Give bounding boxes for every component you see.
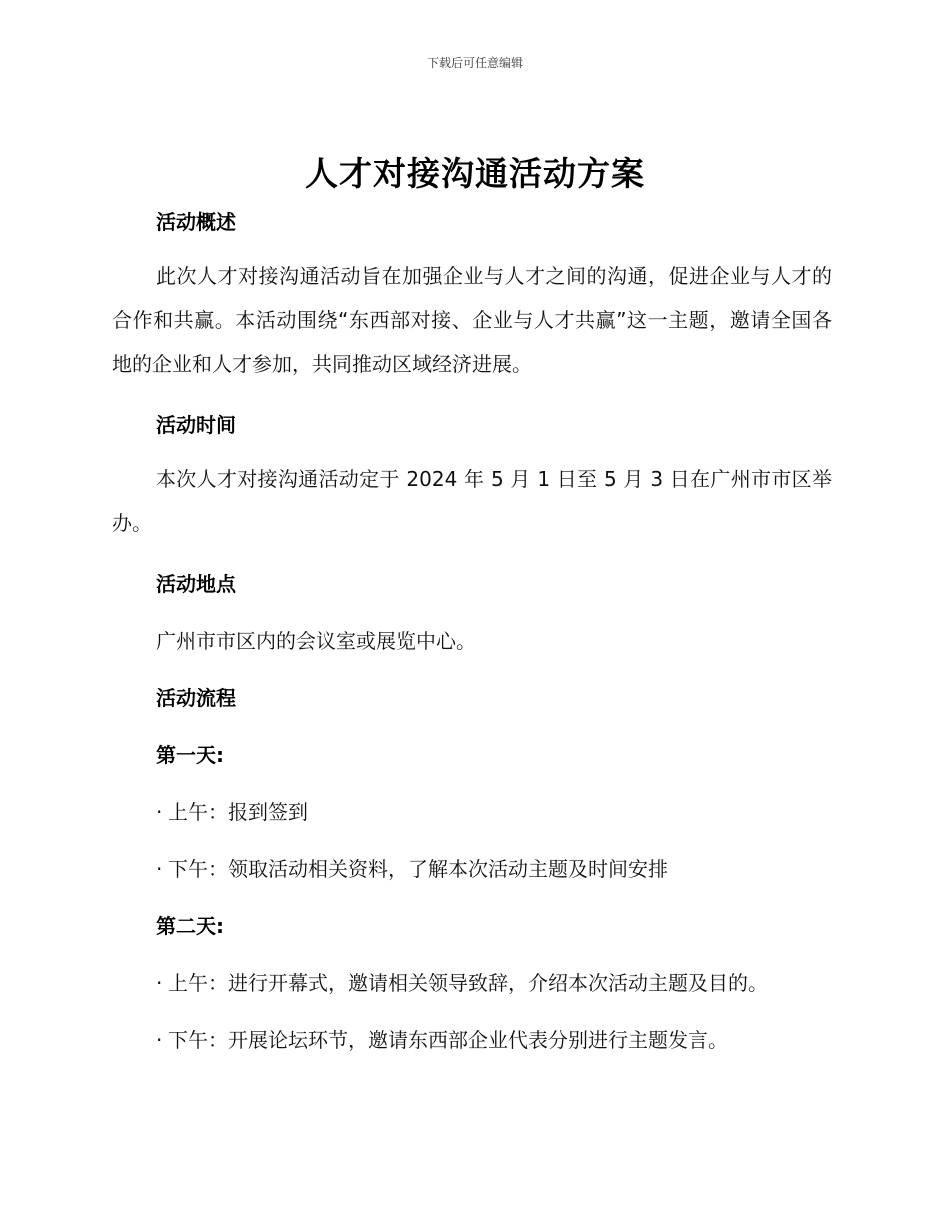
- day1-label: 第一天:: [156, 743, 224, 767]
- list-item: [112, 1022, 832, 1058]
- bullet-icon: ·: [156, 1028, 163, 1052]
- bullet-icon: ·: [156, 800, 163, 824]
- day2-label: 第二天:: [156, 914, 224, 938]
- list-item: [112, 794, 832, 830]
- list-item-text: 下午：开展论坛环节，邀请东西部企业代表分别进行主题发言。: [168, 1028, 728, 1052]
- document-body: [112, 204, 832, 1058]
- overview-paragraph: 此次人才对接沟通活动旨在加强企业与人才之间的沟通，促进企业与人才的合作和共赢。本活动围绕“东西部对接、企业与人才共赢”这一主题，邀请全国各地的企业和人才参加，共同推动区域经济进展。: [112, 264, 832, 376]
- location-text: 广州市市区内的会议室或展览中心。: [156, 629, 476, 653]
- bullet-icon: ·: [156, 857, 163, 881]
- list-item-text: 下午：领取活动相关资料，了解本次活动主题及时间安排: [168, 857, 668, 881]
- list-item-text: 上午：进行开幕式，邀请相关领导致辞，介绍本次活动主题及目的。: [168, 971, 768, 995]
- time-paragraph: 本次人才对接沟通活动定于 2024 年 5 月 1 日至 5 月 3 日在广州市市区举办。: [112, 467, 832, 535]
- section-heading-overview: 活动概述: [156, 210, 236, 234]
- section-heading-location: 活动地点: [156, 572, 236, 596]
- section-heading-time: 活动时间: [156, 413, 236, 437]
- list-item-text: 上午：报到签到: [168, 800, 308, 824]
- header-note: 下载后可任意编辑: [426, 56, 523, 70]
- section-heading-process: 活动流程: [156, 686, 236, 710]
- list-item: [112, 965, 832, 1001]
- bullet-icon: ·: [156, 971, 163, 995]
- document-title: 人才对接沟通活动方案: [305, 154, 645, 193]
- list-item: [112, 851, 832, 887]
